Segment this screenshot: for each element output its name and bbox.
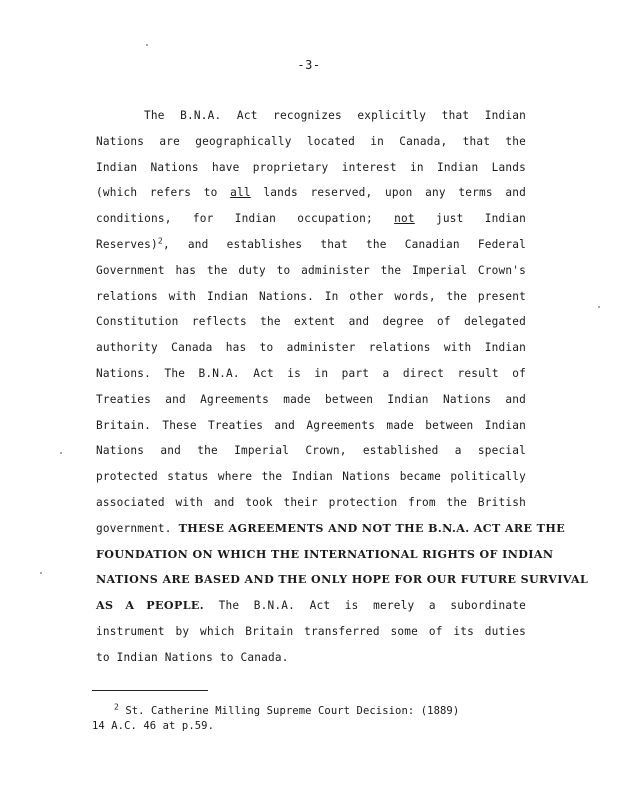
footnote-divider [92, 690, 208, 691]
emphasized-text: FOUNDATION ON WHICH THE INTERNATIONAL RIGHTS OF INDIAN [96, 547, 554, 561]
scan-speck [60, 452, 62, 454]
paragraph-line [96, 567, 589, 593]
paragraph-line [96, 413, 526, 439]
paragraph-line [96, 542, 554, 568]
emphasized-text: THESE AGREEMENTS AND NOT THE B.N.A. ACT ARE THE [178, 521, 566, 535]
line-text: associated with and took their protection from the British [96, 495, 526, 509]
paragraph-line [96, 284, 526, 310]
paragraph-line [96, 309, 526, 335]
paragraph-line [96, 490, 526, 516]
line-text: Treaties and Agreements made between Indian Nations and [96, 392, 526, 406]
body-paragraph [96, 103, 589, 671]
paragraph-line [96, 155, 526, 181]
paragraph-line [96, 103, 526, 129]
paragraph-line [96, 387, 526, 413]
emphasized-text: NATIONS ARE BASED AND THE ONLY HOPE FOR OUR FUTURE SURVIVAL [96, 573, 589, 587]
paragraph-line [96, 619, 526, 645]
line-text: (which refers to [96, 186, 231, 200]
paragraph-line [96, 438, 526, 464]
underlined-word: all [230, 186, 251, 200]
emphasized-text: AS A PEOPLE. [96, 599, 205, 613]
line-text: The B.N.A. Act is merely a subordinate [204, 599, 526, 613]
line-text: Constitution reflects the extent and degree of delegated [96, 315, 526, 329]
footnote [92, 704, 532, 734]
paragraph-line [96, 258, 526, 284]
paragraph-line [96, 645, 526, 671]
paragraph-line [96, 593, 526, 619]
line-text: Britain. These Treaties and Agreements made between Indian [96, 418, 526, 432]
line-text: lands reserved, upon any terms and [250, 186, 527, 200]
paragraph-line [96, 464, 526, 490]
paragraph-line [96, 516, 566, 542]
scan-speck [598, 306, 600, 308]
page-number: -3- [297, 58, 321, 72]
line-text: Nations and the Imperial Crown, established a special [96, 444, 526, 458]
footnote-reference: 2 [157, 236, 163, 246]
paragraph-line [96, 129, 526, 155]
scan-speck [146, 44, 148, 46]
line-text: authority Canada has to administer relations with Indian [96, 341, 526, 355]
line-text: to Indian Nations to Canada. [96, 650, 289, 664]
line-text: protected status where the Indian Nations became politically [96, 470, 526, 484]
line-text: Reserves) [96, 237, 158, 251]
paragraph-line [96, 335, 526, 361]
paragraph-line [96, 206, 526, 232]
underlined-word: not [394, 212, 415, 226]
line-text: Nations are geographically located in Canada, that the [96, 134, 526, 148]
paragraph-line [96, 232, 526, 258]
scan-speck [40, 572, 42, 574]
paragraph-line [96, 180, 526, 206]
footnote-reference-line: 14 A.C. 46 at p.59. [92, 720, 215, 732]
footnote-marker: 2 [114, 702, 119, 712]
line-text: The B.N.A. Act recognizes explicitly that Indian [144, 109, 526, 122]
paragraph-line [96, 361, 526, 387]
line-text: government. [96, 521, 179, 535]
line-text: conditions, for Indian occupation; [96, 212, 395, 226]
line-text: just Indian [414, 212, 526, 226]
line-text: , and establishes that the Canadian Federal [162, 237, 526, 251]
line-text: Government has the duty to administer the Imperial Crown's [96, 263, 526, 277]
line-text: Nations. The B.N.A. Act is in part a direct result of [96, 366, 526, 380]
footnote-citation-line [92, 704, 532, 719]
footnote-citation-text: St. Catherine Milling Supreme Court Decision: (1889) [118, 705, 460, 717]
line-text: relations with Indian Nations. In other words, the present [96, 289, 526, 303]
line-text: instrument by which Britain transferred some of its duties [96, 624, 526, 638]
line-text: Indian Nations have proprietary interest in Indian Lands [96, 160, 526, 174]
